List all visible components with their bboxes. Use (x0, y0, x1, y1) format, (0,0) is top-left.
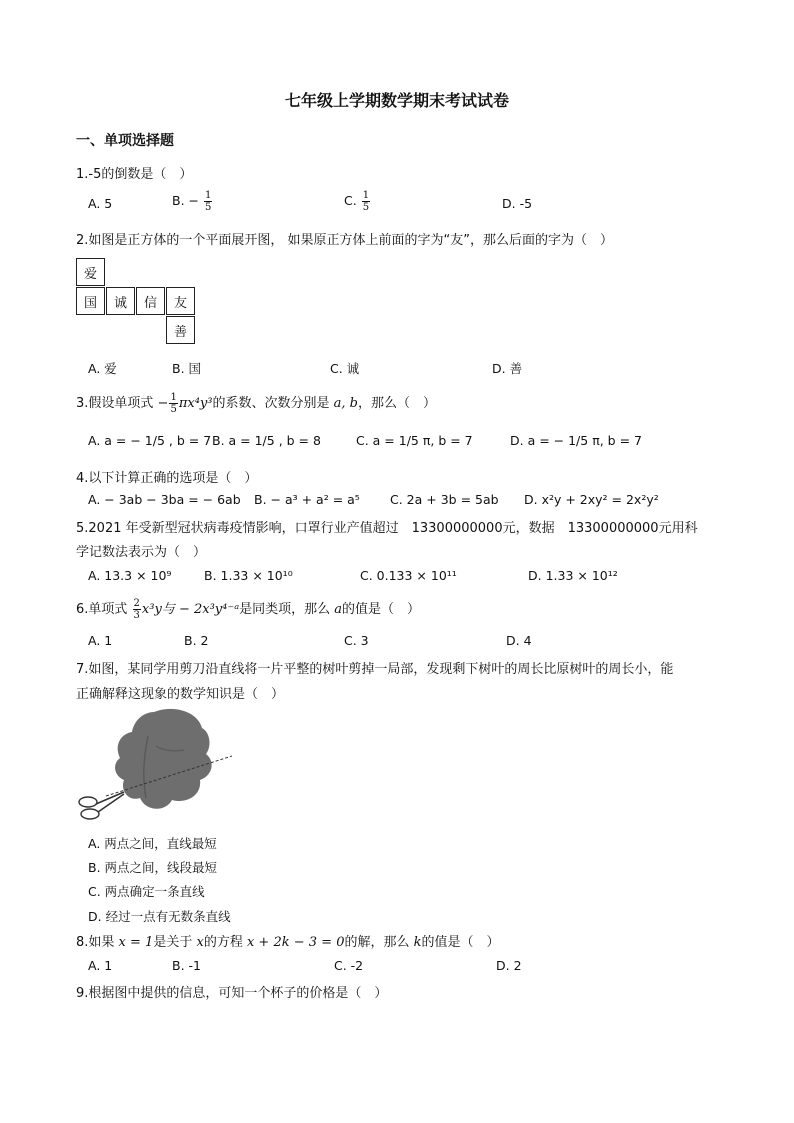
q1-option-c[interactable]: C. $\frac{1}{5}$ (344, 190, 370, 213)
question-6: 6.单项式 $\frac{2}{3}$ x³y与 − 2x³y⁴⁻ᵃ是同类项，那么 a的值是（ ） (76, 598, 421, 621)
q4-option-b[interactable]: B. − a³ + a² = a⁵ (254, 492, 360, 507)
q1-option-b[interactable]: B. − $\frac{1}{5}$ (172, 190, 212, 213)
q6-option-d[interactable]: D. 4 (506, 633, 532, 648)
question-7-line-1: 7.如图，某同学用剪刀沿直线将一片平整的树叶剪掉一局部，发现剩下树叶的周长比原树叶的周长小，能 (76, 662, 674, 677)
net-cell: 善 (166, 316, 195, 344)
q8-option-d[interactable]: D. 2 (496, 958, 522, 973)
q6-option-a[interactable]: A. 1 (88, 633, 113, 648)
section-heading: 一、单项选择题 (76, 133, 174, 149)
q2-option-c[interactable]: C. 诚 (330, 361, 360, 376)
q5-option-d[interactable]: D. 1.33 × 10¹² (528, 568, 618, 583)
q8-option-b[interactable]: B. -1 (172, 958, 201, 973)
q6-option-b[interactable]: B. 2 (184, 633, 209, 648)
q7-option-b[interactable]: B. 两点之间，线段最短 (88, 860, 218, 875)
q1-option-a[interactable]: A. 5 (88, 196, 113, 211)
net-cell: 爱 (76, 258, 105, 286)
q4-option-c[interactable]: C. 2a + 3b = 5ab (390, 492, 499, 507)
q8-option-c[interactable]: C. -2 (334, 958, 364, 973)
q2-option-a[interactable]: A. 爱 (88, 361, 117, 376)
q4-option-a[interactable]: A. − 3ab − 3ba = − 6ab (88, 492, 241, 507)
leaf-scissors-figure (76, 706, 236, 826)
q2-option-b[interactable]: B. 国 (172, 361, 202, 376)
q3-option-d[interactable]: D. a = − 1/5 π, b = 7 (510, 433, 642, 448)
page-title: 七年级上学期数学期末考试试卷 (284, 91, 509, 110)
net-cell: 信 (136, 287, 165, 315)
question-7-line-2: 正确解释这现象的数学知识是（ ） (76, 687, 285, 702)
fraction: $\frac{1}{5}$ (362, 190, 370, 213)
q3-option-a[interactable]: A. a = − 1/5 , b = 7 (88, 433, 212, 448)
question-1: 1.-5的倒数是（ ） (76, 167, 193, 182)
question-5-line-2: 学记数法表示为（ ） (76, 545, 207, 560)
net-cell: 友 (166, 287, 195, 315)
q5-option-b[interactable]: B. 1.33 × 10¹⁰ (204, 568, 293, 583)
q7-option-a[interactable]: A. 两点之间，直线最短 (88, 836, 217, 851)
net-cell: 诚 (106, 287, 135, 315)
question-4: 4.以下计算正确的选项是（ ） (76, 471, 258, 486)
q7-option-d[interactable]: D. 经过一点有无数条直线 (88, 909, 231, 924)
fraction: $\frac{1}{5}$ (204, 190, 212, 213)
question-8: 8.如果 x = 1是关于 x的方程 x + 2k − 3 = 0的解，那么 k的值是（ ） (76, 935, 500, 950)
question-3: 3.假设单项式 − $\frac{1}{5}$ πx⁴y³的系数、次数分别是 a, b，那么（ ） (76, 392, 436, 415)
q3-option-b[interactable]: B. a = 1/5 , b = 8 (212, 433, 321, 448)
q2-option-d[interactable]: D. 善 (492, 361, 523, 376)
question-2: 2.如图是正方体的一个平面展开图， 如果原正方体上前面的字为“友”，那么后面的字为（ ） (76, 233, 614, 248)
leaf-shape (115, 709, 212, 809)
scissors-icon (79, 792, 124, 819)
question-9: 9.根据图中提供的信息，可知一个杯子的价格是（ ） (76, 986, 388, 1001)
q6-option-c[interactable]: C. 3 (344, 633, 369, 648)
q3-option-c[interactable]: C. a = 1/5 π, b = 7 (356, 433, 473, 448)
q7-option-c[interactable]: C. 两点确定一条直线 (88, 884, 205, 899)
q1-option-d[interactable]: D. -5 (502, 196, 533, 211)
question-5-line-1: 5.2021 年受新型冠状病毒疫情影响，口罩行业产值超过 13300000000元，数据 13300000000元用科 (76, 521, 698, 536)
q5-option-c[interactable]: C. 0.133 × 10¹¹ (360, 568, 457, 583)
q5-option-a[interactable]: A. 13.3 × 10⁹ (88, 568, 172, 583)
q8-option-a[interactable]: A. 1 (88, 958, 113, 973)
q4-option-d[interactable]: D. x²y + 2xy² = 2x²y² (524, 492, 659, 507)
cube-net-figure (76, 258, 196, 348)
net-cell: 国 (76, 287, 105, 315)
